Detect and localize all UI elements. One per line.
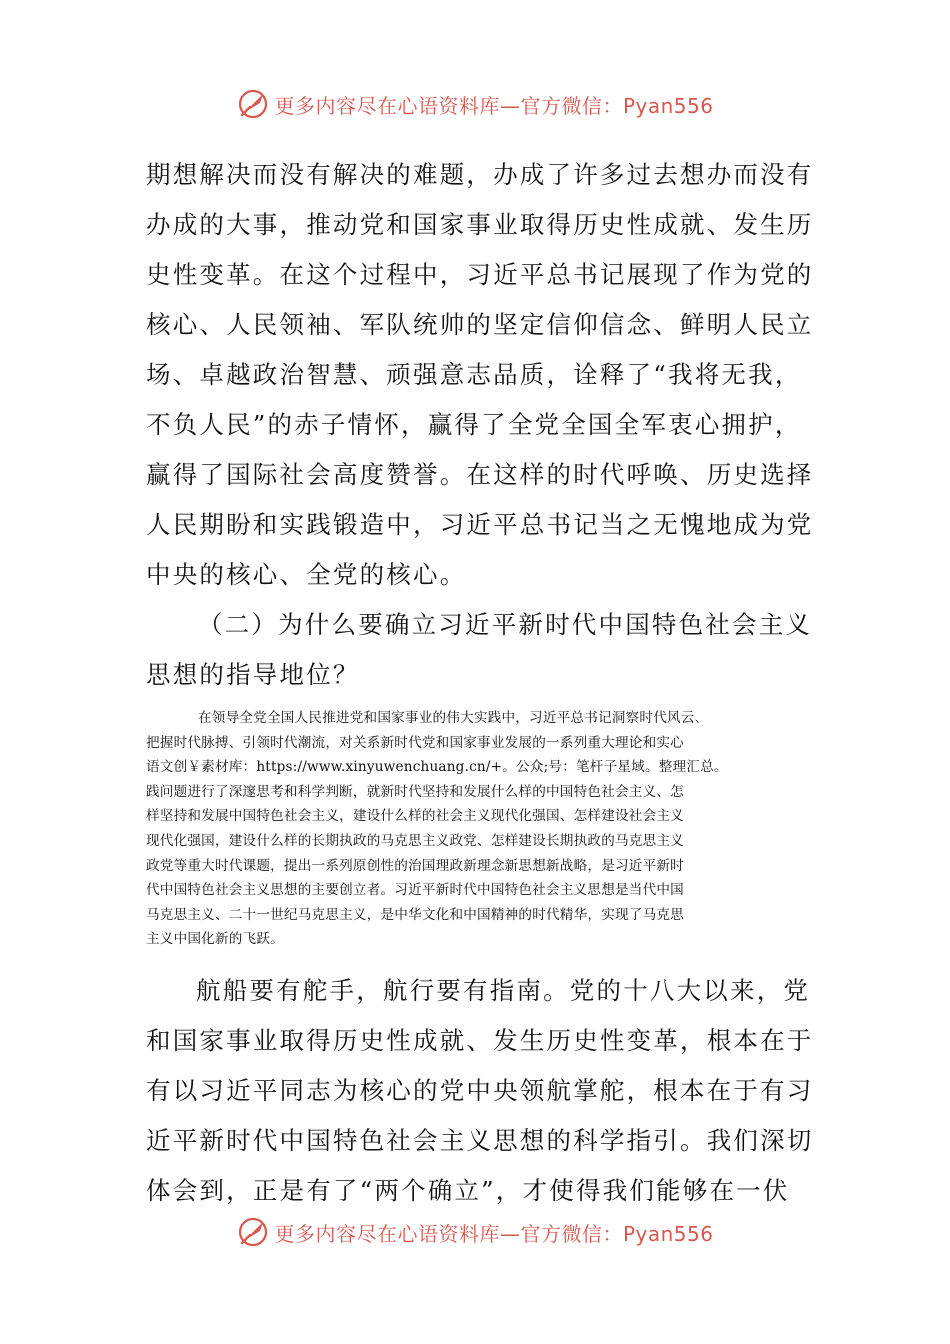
text-line: 近平新时代中国特色社会主义思想的科学指引。我们深切: [146, 1125, 814, 1155]
small-text-line: 马克思主义、二十一世纪马克思主义，是中华文化和中国精神的时代精华，实现了马克思: [146, 906, 684, 923]
text-line: 不负人民”的赤子情怀，赢得了全党全国全军衷心拥护，: [146, 410, 802, 439]
paragraph-1: [146, 150, 814, 600]
text-line: 办成的大事，推动党和国家事业取得历史性成就、发生历: [146, 210, 814, 239]
heading-line: （二）为什么要确立习近平新时代中国特色社会主义: [198, 610, 813, 639]
footer-banner: [0, 1212, 950, 1252]
text-line: 赢得了国际社会高度赞誉。在这样的时代呼唤、历史选择: [146, 460, 814, 489]
text-line: 人民期盼和实践锻造中，习近平总书记当之无愧地成为党: [146, 510, 814, 539]
header-banner: [0, 84, 950, 124]
section-heading: [146, 600, 813, 700]
small-text-line: 政党等重大时代课题，提出一系列原创性的治国理政新理念新思想新战略，是习近平新时: [146, 857, 684, 874]
text-line: 中央的核心、全党的核心。: [146, 560, 467, 589]
paragraph-2: [146, 966, 814, 1216]
quill-logo-icon: [236, 87, 270, 121]
banner-text: 更多内容尽在心语资料库—官方微信：Pyan556: [274, 93, 714, 118]
quill-logo-icon: [236, 1215, 270, 1249]
text-line: 场、卓越政治智慧、顽强意志品质，诠释了“我将无我，: [146, 360, 802, 389]
small-print-paragraph: [146, 706, 810, 952]
small-text-line: 主义中国化新的飞跃。: [146, 931, 284, 948]
text-line: 史性变革。在这个过程中，习近平总书记展现了作为党的: [146, 260, 814, 289]
text-line: 期想解决而没有解决的难题，办成了许多过去想办而没有: [146, 160, 814, 189]
small-text-line: 样坚持和发展中国特色社会主义，建设什么样的社会主义现代化强国、怎样建设社会主义: [146, 808, 684, 825]
small-text-line: 在领导全党全国人民推进党和国家事业的伟大实践中，习近平总书记洞察时代风云、: [198, 710, 709, 726]
text-line: 核心、人民领袖、军队统帅的坚定信仰信念、鲜明人民立: [146, 310, 814, 339]
heading-line: 思想的指导地位？: [146, 660, 360, 689]
banner-text: 更多内容尽在心语资料库—官方微信：Pyan556: [274, 1221, 714, 1246]
text-line: 和国家事业取得历史性成就、发生历史性变革，根本在于: [146, 1025, 814, 1055]
text-line: 体会到，正是有了“两个确立”，才使得我们能够在一伏: [146, 1175, 790, 1205]
small-text-line: 把握时代脉搏、引领时代潮流，对关系新时代党和国家事业发展的一系列重大理论和实心: [146, 734, 684, 751]
small-text-line: 语文创￥素材库：https://www.xinyuwenchuang.cn/+。公众;号：笔杆子星域。整理汇总。: [146, 759, 728, 776]
text-line: 有以习近平同志为核心的党中央领航掌舵，根本在于有习: [146, 1075, 814, 1105]
small-text-line: 现代化强国，建设什么样的长期执政的马克思主义政党、怎样建设长期执政的马克思主义: [146, 832, 684, 849]
small-text-line: 代中国特色社会主义思想的主要创立者。习近平新时代中国特色社会主义思想是当代中国: [146, 882, 684, 899]
document-body: [146, 150, 814, 1216]
small-text-line: 践问题进行了深邃思考和科学判断，就新时代坚持和发展什么样的中国特色社会主义、怎: [146, 783, 684, 800]
text-line: 航船要有舵手，航行要有指南。党的十八大以来，党: [196, 975, 811, 1005]
